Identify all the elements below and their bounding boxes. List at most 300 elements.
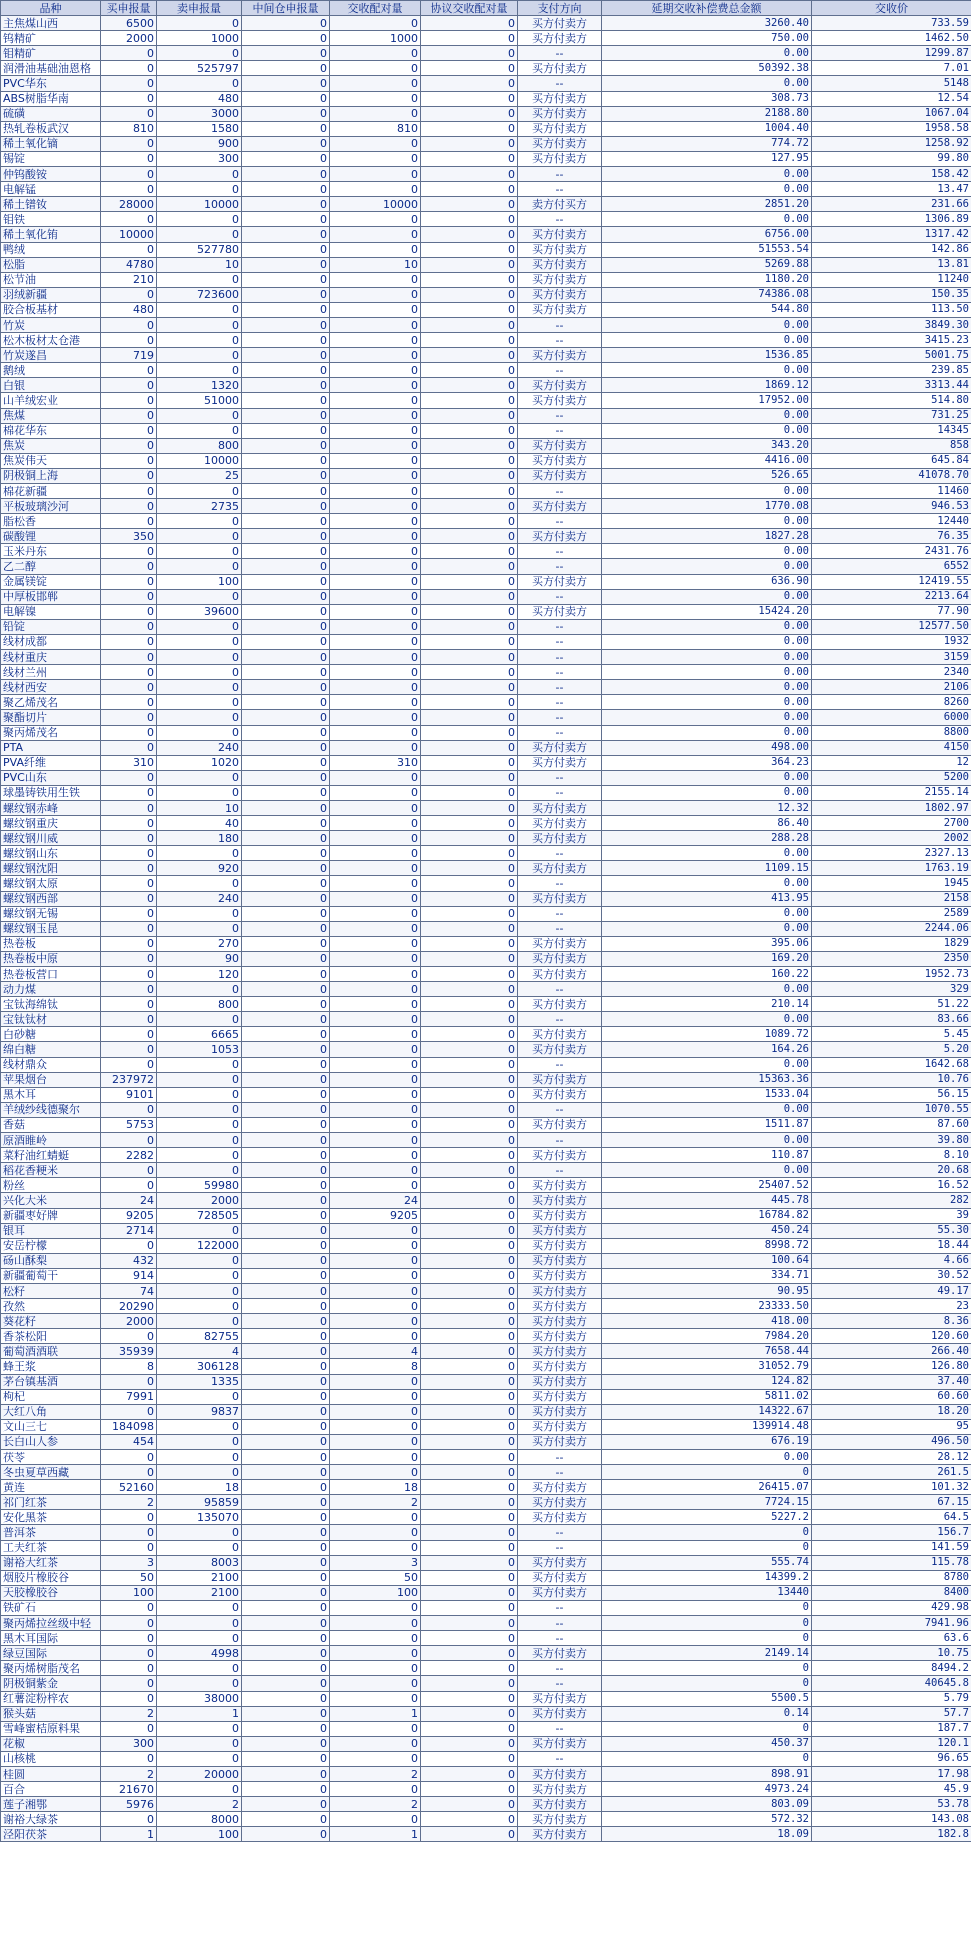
matched-quantity-cell: 0	[330, 1314, 421, 1329]
compensation-amount-cell: 0	[602, 1616, 812, 1631]
product-cell: 香茶松阳	[1, 1329, 101, 1344]
buy-quantity-cell: 0	[101, 1525, 157, 1540]
intermediate-quantity-cell: 0	[242, 921, 330, 936]
buy-quantity-cell: 0	[101, 1012, 157, 1027]
sell-quantity-cell: 0	[157, 16, 242, 31]
product-cell: 铅锭	[1, 619, 101, 634]
buy-quantity-cell: 0	[101, 1691, 157, 1706]
settlement-price-cell: 858	[812, 438, 971, 453]
table-row	[1, 816, 971, 831]
payment-direction-cell: 买方付卖方	[518, 438, 602, 453]
sell-quantity-cell: 0	[157, 1736, 242, 1751]
payment-direction-cell: --	[518, 1631, 602, 1646]
matched-quantity-cell: 0	[330, 212, 421, 227]
compensation-amount-cell: 1869.12	[602, 378, 812, 393]
agreement-matched-quantity-cell: 0	[421, 1253, 518, 1268]
table-row	[1, 1283, 971, 1298]
compensation-amount-cell: 0.00	[602, 589, 812, 604]
agreement-matched-quantity-cell: 0	[421, 1072, 518, 1087]
sell-quantity-cell: 0	[157, 167, 242, 182]
settlement-price-cell: 5200	[812, 770, 971, 785]
table-row	[1, 272, 971, 287]
intermediate-quantity-cell: 0	[242, 1450, 330, 1465]
compensation-amount-cell: 413.95	[602, 891, 812, 906]
agreement-matched-quantity-cell: 0	[421, 1570, 518, 1585]
matched-quantity-cell: 0	[330, 1057, 421, 1072]
matched-quantity-cell: 0	[330, 1721, 421, 1736]
buy-quantity-cell: 0	[101, 1676, 157, 1691]
settlement-price-cell: 239.85	[812, 363, 971, 378]
matched-quantity-cell: 0	[330, 333, 421, 348]
intermediate-quantity-cell: 0	[242, 1238, 330, 1253]
matched-quantity-cell: 0	[330, 816, 421, 831]
agreement-matched-quantity-cell: 0	[421, 1117, 518, 1132]
settlement-price-cell: 120.1	[812, 1736, 971, 1751]
intermediate-quantity-cell: 0	[242, 1314, 330, 1329]
payment-direction-cell: 买方付卖方	[518, 91, 602, 106]
sell-quantity-cell: 728505	[157, 1208, 242, 1223]
payment-direction-cell: 买方付卖方	[518, 1797, 602, 1812]
buy-quantity-cell: 454	[101, 1434, 157, 1449]
table-row	[1, 634, 971, 649]
compensation-amount-cell: 555.74	[602, 1555, 812, 1570]
agreement-matched-quantity-cell: 0	[421, 1389, 518, 1404]
settlement-price-cell: 5.45	[812, 1027, 971, 1042]
payment-direction-cell: 买方付卖方	[518, 302, 602, 317]
product-cell: 热卷板	[1, 936, 101, 951]
sell-quantity-cell: 2100	[157, 1570, 242, 1585]
product-cell: 孜然	[1, 1299, 101, 1314]
compensation-amount-cell: 210.14	[602, 997, 812, 1012]
agreement-matched-quantity-cell: 0	[421, 348, 518, 363]
product-cell: 稻花香粳米	[1, 1163, 101, 1178]
col-header-sell-quantity: 卖申报量	[157, 1, 242, 16]
table-row	[1, 121, 971, 136]
sell-quantity-cell: 0	[157, 46, 242, 61]
settlement-price-cell: 182.8	[812, 1827, 971, 1842]
settlement-price-cell: 18.20	[812, 1404, 971, 1419]
intermediate-quantity-cell: 0	[242, 1434, 330, 1449]
payment-direction-cell: 买方付卖方	[518, 499, 602, 514]
sell-quantity-cell: 0	[157, 1148, 242, 1163]
agreement-matched-quantity-cell: 0	[421, 604, 518, 619]
intermediate-quantity-cell: 0	[242, 695, 330, 710]
agreement-matched-quantity-cell: 0	[421, 1736, 518, 1751]
payment-direction-cell: --	[518, 634, 602, 649]
matched-quantity-cell: 0	[330, 740, 421, 755]
agreement-matched-quantity-cell: 0	[421, 936, 518, 951]
sell-quantity-cell: 0	[157, 1223, 242, 1238]
buy-quantity-cell: 20290	[101, 1299, 157, 1314]
matched-quantity-cell: 0	[330, 1163, 421, 1178]
compensation-amount-cell: 7658.44	[602, 1344, 812, 1359]
agreement-matched-quantity-cell: 0	[421, 242, 518, 257]
matched-quantity-cell: 0	[330, 1691, 421, 1706]
buy-quantity-cell: 0	[101, 559, 157, 574]
table-row	[1, 16, 971, 31]
payment-direction-cell: --	[518, 906, 602, 921]
intermediate-quantity-cell: 0	[242, 1329, 330, 1344]
compensation-amount-cell: 127.95	[602, 151, 812, 166]
compensation-amount-cell: 0	[602, 1525, 812, 1540]
table-row	[1, 1721, 971, 1736]
buy-quantity-cell: 0	[101, 1510, 157, 1525]
agreement-matched-quantity-cell: 0	[421, 484, 518, 499]
table-row	[1, 1027, 971, 1042]
payment-direction-cell: 买方付卖方	[518, 227, 602, 242]
table-row	[1, 136, 971, 151]
table-row	[1, 1797, 971, 1812]
buy-quantity-cell: 0	[101, 936, 157, 951]
agreement-matched-quantity-cell: 0	[421, 1434, 518, 1449]
agreement-matched-quantity-cell: 0	[421, 468, 518, 483]
agreement-matched-quantity-cell: 0	[421, 876, 518, 891]
table-row	[1, 182, 971, 197]
product-cell: 羊绒纱线德聚尔	[1, 1102, 101, 1117]
table-row	[1, 1600, 971, 1615]
settlement-price-cell: 2589	[812, 906, 971, 921]
agreement-matched-quantity-cell: 0	[421, 695, 518, 710]
intermediate-quantity-cell: 0	[242, 393, 330, 408]
payment-direction-cell: 买方付卖方	[518, 453, 602, 468]
settlement-price-cell: 99.80	[812, 151, 971, 166]
table-row	[1, 31, 971, 46]
product-cell: 羽绒新疆	[1, 287, 101, 302]
table-row	[1, 1495, 971, 1510]
sell-quantity-cell: 1580	[157, 121, 242, 136]
product-cell: 平板玻璃沙河	[1, 499, 101, 514]
table-body	[1, 16, 971, 1842]
settlement-price-cell: 8800	[812, 725, 971, 740]
payment-direction-cell: 卖方付买方	[518, 197, 602, 212]
agreement-matched-quantity-cell: 0	[421, 1600, 518, 1615]
settlement-price-cell: 11240	[812, 272, 971, 287]
payment-direction-cell: 买方付卖方	[518, 1027, 602, 1042]
matched-quantity-cell: 0	[330, 1072, 421, 1087]
settlement-price-cell: 2700	[812, 816, 971, 831]
settlement-price-cell: 7.01	[812, 61, 971, 76]
buy-quantity-cell: 0	[101, 876, 157, 891]
buy-quantity-cell: 9101	[101, 1087, 157, 1102]
settlement-price-cell: 101.32	[812, 1480, 971, 1495]
sell-quantity-cell: 10	[157, 800, 242, 815]
intermediate-quantity-cell: 0	[242, 363, 330, 378]
compensation-amount-cell: 14399.2	[602, 1570, 812, 1585]
agreement-matched-quantity-cell: 0	[421, 1102, 518, 1117]
product-cell: 玉米丹东	[1, 544, 101, 559]
compensation-amount-cell: 0	[602, 1465, 812, 1480]
compensation-amount-cell: 86.40	[602, 816, 812, 831]
compensation-amount-cell: 803.09	[602, 1797, 812, 1812]
intermediate-quantity-cell: 0	[242, 1268, 330, 1283]
compensation-amount-cell: 0.00	[602, 1450, 812, 1465]
buy-quantity-cell: 10000	[101, 227, 157, 242]
agreement-matched-quantity-cell: 0	[421, 1404, 518, 1419]
sell-quantity-cell: 0	[157, 484, 242, 499]
settlement-price-cell: 1958.58	[812, 121, 971, 136]
compensation-amount-cell: 1827.28	[602, 529, 812, 544]
table-row	[1, 1253, 971, 1268]
matched-quantity-cell: 0	[330, 1465, 421, 1480]
buy-quantity-cell: 0	[101, 1450, 157, 1465]
agreement-matched-quantity-cell: 0	[421, 1827, 518, 1842]
compensation-amount-cell: 100.64	[602, 1253, 812, 1268]
settlement-price-cell: 2431.76	[812, 544, 971, 559]
table-row	[1, 1178, 971, 1193]
intermediate-quantity-cell: 0	[242, 861, 330, 876]
product-cell: 谢裕大绿茶	[1, 1812, 101, 1827]
compensation-amount-cell: 0.00	[602, 167, 812, 182]
agreement-matched-quantity-cell: 0	[421, 1087, 518, 1102]
settlement-price-cell: 1932	[812, 634, 971, 649]
settlement-price-cell: 2106	[812, 680, 971, 695]
sell-quantity-cell: 2735	[157, 499, 242, 514]
table-row	[1, 831, 971, 846]
payment-direction-cell: 买方付卖方	[518, 1268, 602, 1283]
agreement-matched-quantity-cell: 0	[421, 151, 518, 166]
compensation-amount-cell: 164.26	[602, 1042, 812, 1057]
product-cell: 聚丙烯茂名	[1, 725, 101, 740]
compensation-amount-cell: 13440	[602, 1585, 812, 1600]
matched-quantity-cell: 0	[330, 1616, 421, 1631]
intermediate-quantity-cell: 0	[242, 227, 330, 242]
intermediate-quantity-cell: 0	[242, 287, 330, 302]
table-row	[1, 1751, 971, 1766]
compensation-amount-cell: 0.00	[602, 665, 812, 680]
settlement-price-cell: 3415.23	[812, 333, 971, 348]
matched-quantity-cell: 0	[330, 1223, 421, 1238]
intermediate-quantity-cell: 0	[242, 257, 330, 272]
table-row	[1, 725, 971, 740]
agreement-matched-quantity-cell: 0	[421, 967, 518, 982]
table-row	[1, 967, 971, 982]
payment-direction-cell: 买方付卖方	[518, 816, 602, 831]
product-cell: 粉丝	[1, 1178, 101, 1193]
product-cell: 松籽	[1, 1283, 101, 1298]
intermediate-quantity-cell: 0	[242, 242, 330, 257]
product-cell: PTA	[1, 740, 101, 755]
agreement-matched-quantity-cell: 0	[421, 982, 518, 997]
settlement-price-cell: 429.98	[812, 1600, 971, 1615]
intermediate-quantity-cell: 0	[242, 574, 330, 589]
buy-quantity-cell: 2282	[101, 1148, 157, 1163]
payment-direction-cell: 买方付卖方	[518, 1072, 602, 1087]
buy-quantity-cell: 2	[101, 1706, 157, 1721]
settlement-price-cell: 83.66	[812, 1012, 971, 1027]
matched-quantity-cell: 0	[330, 906, 421, 921]
product-cell: 聚酯切片	[1, 710, 101, 725]
agreement-matched-quantity-cell: 0	[421, 1450, 518, 1465]
agreement-matched-quantity-cell: 0	[421, 31, 518, 46]
agreement-matched-quantity-cell: 0	[421, 1661, 518, 1676]
sell-quantity-cell: 240	[157, 891, 242, 906]
matched-quantity-cell: 0	[330, 1540, 421, 1555]
buy-quantity-cell: 0	[101, 740, 157, 755]
product-cell: 主焦煤山西	[1, 16, 101, 31]
settlement-price-cell: 8494.2	[812, 1661, 971, 1676]
payment-direction-cell: 买方付卖方	[518, 1510, 602, 1525]
sell-quantity-cell: 59980	[157, 1178, 242, 1193]
compensation-amount-cell: 15363.36	[602, 1072, 812, 1087]
payment-direction-cell: --	[518, 1525, 602, 1540]
product-cell: 黑木耳国际	[1, 1631, 101, 1646]
intermediate-quantity-cell: 0	[242, 1253, 330, 1268]
sell-quantity-cell: 40	[157, 816, 242, 831]
settlement-price-cell: 12419.55	[812, 574, 971, 589]
payment-direction-cell: 买方付卖方	[518, 1359, 602, 1374]
payment-direction-cell: 买方付卖方	[518, 468, 602, 483]
payment-direction-cell: --	[518, 1540, 602, 1555]
payment-direction-cell: 买方付卖方	[518, 1555, 602, 1570]
matched-quantity-cell: 0	[330, 529, 421, 544]
agreement-matched-quantity-cell: 0	[421, 1540, 518, 1555]
sell-quantity-cell: 0	[157, 1012, 242, 1027]
product-cell: PVA纤维	[1, 755, 101, 770]
agreement-matched-quantity-cell: 0	[421, 1766, 518, 1781]
product-cell: 白砂糖	[1, 1027, 101, 1042]
product-cell: 螺纹钢山东	[1, 846, 101, 861]
buy-quantity-cell: 914	[101, 1268, 157, 1283]
table-row	[1, 740, 971, 755]
matched-quantity-cell: 0	[330, 936, 421, 951]
product-cell: 螺纹钢川威	[1, 831, 101, 846]
buy-quantity-cell: 2	[101, 1766, 157, 1781]
payment-direction-cell: 买方付卖方	[518, 1646, 602, 1661]
table-row	[1, 468, 971, 483]
sell-quantity-cell: 51000	[157, 393, 242, 408]
agreement-matched-quantity-cell: 0	[421, 785, 518, 800]
settlement-price-cell: 187.7	[812, 1721, 971, 1736]
sell-quantity-cell: 0	[157, 846, 242, 861]
matched-quantity-cell: 0	[330, 982, 421, 997]
table-row	[1, 317, 971, 332]
table-row	[1, 619, 971, 634]
buy-quantity-cell: 5753	[101, 1117, 157, 1132]
buy-quantity-cell: 0	[101, 544, 157, 559]
table-row	[1, 151, 971, 166]
matched-quantity-cell: 0	[330, 1253, 421, 1268]
product-cell: 鸭绒	[1, 242, 101, 257]
product-cell: 线材鼎众	[1, 1057, 101, 1072]
payment-direction-cell: --	[518, 559, 602, 574]
settlement-price-cell: 1642.68	[812, 1057, 971, 1072]
matched-quantity-cell: 0	[330, 574, 421, 589]
sell-quantity-cell: 0	[157, 514, 242, 529]
matched-quantity-cell: 0	[330, 1027, 421, 1042]
sell-quantity-cell: 0	[157, 1540, 242, 1555]
buy-quantity-cell: 0	[101, 317, 157, 332]
compensation-amount-cell: 31052.79	[602, 1359, 812, 1374]
payment-direction-cell: --	[518, 1661, 602, 1676]
payment-direction-cell: 买方付卖方	[518, 1374, 602, 1389]
intermediate-quantity-cell: 0	[242, 423, 330, 438]
compensation-amount-cell: 1533.04	[602, 1087, 812, 1102]
settlement-price-cell: 1067.04	[812, 106, 971, 121]
table-row	[1, 997, 971, 1012]
buy-quantity-cell: 0	[101, 333, 157, 348]
matched-quantity-cell: 0	[330, 363, 421, 378]
table-row	[1, 363, 971, 378]
product-cell: 稀土镨钕	[1, 197, 101, 212]
agreement-matched-quantity-cell: 0	[421, 634, 518, 649]
matched-quantity-cell: 0	[330, 1283, 421, 1298]
product-cell: 莲子湘鄂	[1, 1797, 101, 1812]
settlement-price-cell: 496.50	[812, 1434, 971, 1449]
compensation-amount-cell: 17952.00	[602, 393, 812, 408]
table-row	[1, 1540, 971, 1555]
matched-quantity-cell: 0	[330, 1676, 421, 1691]
agreement-matched-quantity-cell: 0	[421, 589, 518, 604]
intermediate-quantity-cell: 0	[242, 1480, 330, 1495]
sell-quantity-cell: 0	[157, 1283, 242, 1298]
intermediate-quantity-cell: 0	[242, 167, 330, 182]
product-cell: 阴极铜上海	[1, 468, 101, 483]
agreement-matched-quantity-cell: 0	[421, 1706, 518, 1721]
table-row	[1, 1555, 971, 1570]
buy-quantity-cell: 7991	[101, 1389, 157, 1404]
sell-quantity-cell: 0	[157, 529, 242, 544]
settlement-price-cell: 16.52	[812, 1178, 971, 1193]
table-row	[1, 1766, 971, 1781]
product-cell: 热卷板营口	[1, 967, 101, 982]
buy-quantity-cell: 432	[101, 1253, 157, 1268]
agreement-matched-quantity-cell: 0	[421, 725, 518, 740]
agreement-matched-quantity-cell: 0	[421, 831, 518, 846]
sell-quantity-cell: 0	[157, 227, 242, 242]
settlement-price-cell: 733.59	[812, 16, 971, 31]
buy-quantity-cell: 0	[101, 438, 157, 453]
product-cell: 茯苓	[1, 1450, 101, 1465]
compensation-amount-cell: 0.00	[602, 770, 812, 785]
payment-direction-cell: 买方付卖方	[518, 1223, 602, 1238]
settlement-price-cell: 3849.30	[812, 317, 971, 332]
sell-quantity-cell: 95859	[157, 1495, 242, 1510]
matched-quantity-cell: 0	[330, 1148, 421, 1163]
sell-quantity-cell: 20000	[157, 1766, 242, 1781]
matched-quantity-cell: 0	[330, 1812, 421, 1827]
product-cell: 蜂王浆	[1, 1359, 101, 1374]
product-cell: 竹炭	[1, 317, 101, 332]
intermediate-quantity-cell: 0	[242, 619, 330, 634]
compensation-amount-cell: 0.00	[602, 846, 812, 861]
table-row	[1, 951, 971, 966]
buy-quantity-cell: 0	[101, 695, 157, 710]
matched-quantity-cell: 0	[330, 1404, 421, 1419]
intermediate-quantity-cell: 0	[242, 1223, 330, 1238]
sell-quantity-cell: 9837	[157, 1404, 242, 1419]
compensation-amount-cell: 169.20	[602, 951, 812, 966]
product-cell: 铁矿石	[1, 1600, 101, 1615]
agreement-matched-quantity-cell: 0	[421, 317, 518, 332]
table-row	[1, 1148, 971, 1163]
buy-quantity-cell: 0	[101, 423, 157, 438]
intermediate-quantity-cell: 0	[242, 589, 330, 604]
payment-direction-cell: --	[518, 423, 602, 438]
settlement-price-cell: 2213.64	[812, 589, 971, 604]
sell-quantity-cell: 480	[157, 91, 242, 106]
settlement-price-cell: 120.60	[812, 1329, 971, 1344]
agreement-matched-quantity-cell: 0	[421, 1299, 518, 1314]
agreement-matched-quantity-cell: 0	[421, 846, 518, 861]
table-row	[1, 891, 971, 906]
settlement-price-cell: 329	[812, 982, 971, 997]
compensation-amount-cell: 0.00	[602, 423, 812, 438]
buy-quantity-cell: 5976	[101, 1797, 157, 1812]
payment-direction-cell: 买方付卖方	[518, 1178, 602, 1193]
matched-quantity-cell: 0	[330, 287, 421, 302]
product-cell: 脂松香	[1, 514, 101, 529]
product-cell: 菜籽油红蜻蜓	[1, 1148, 101, 1163]
